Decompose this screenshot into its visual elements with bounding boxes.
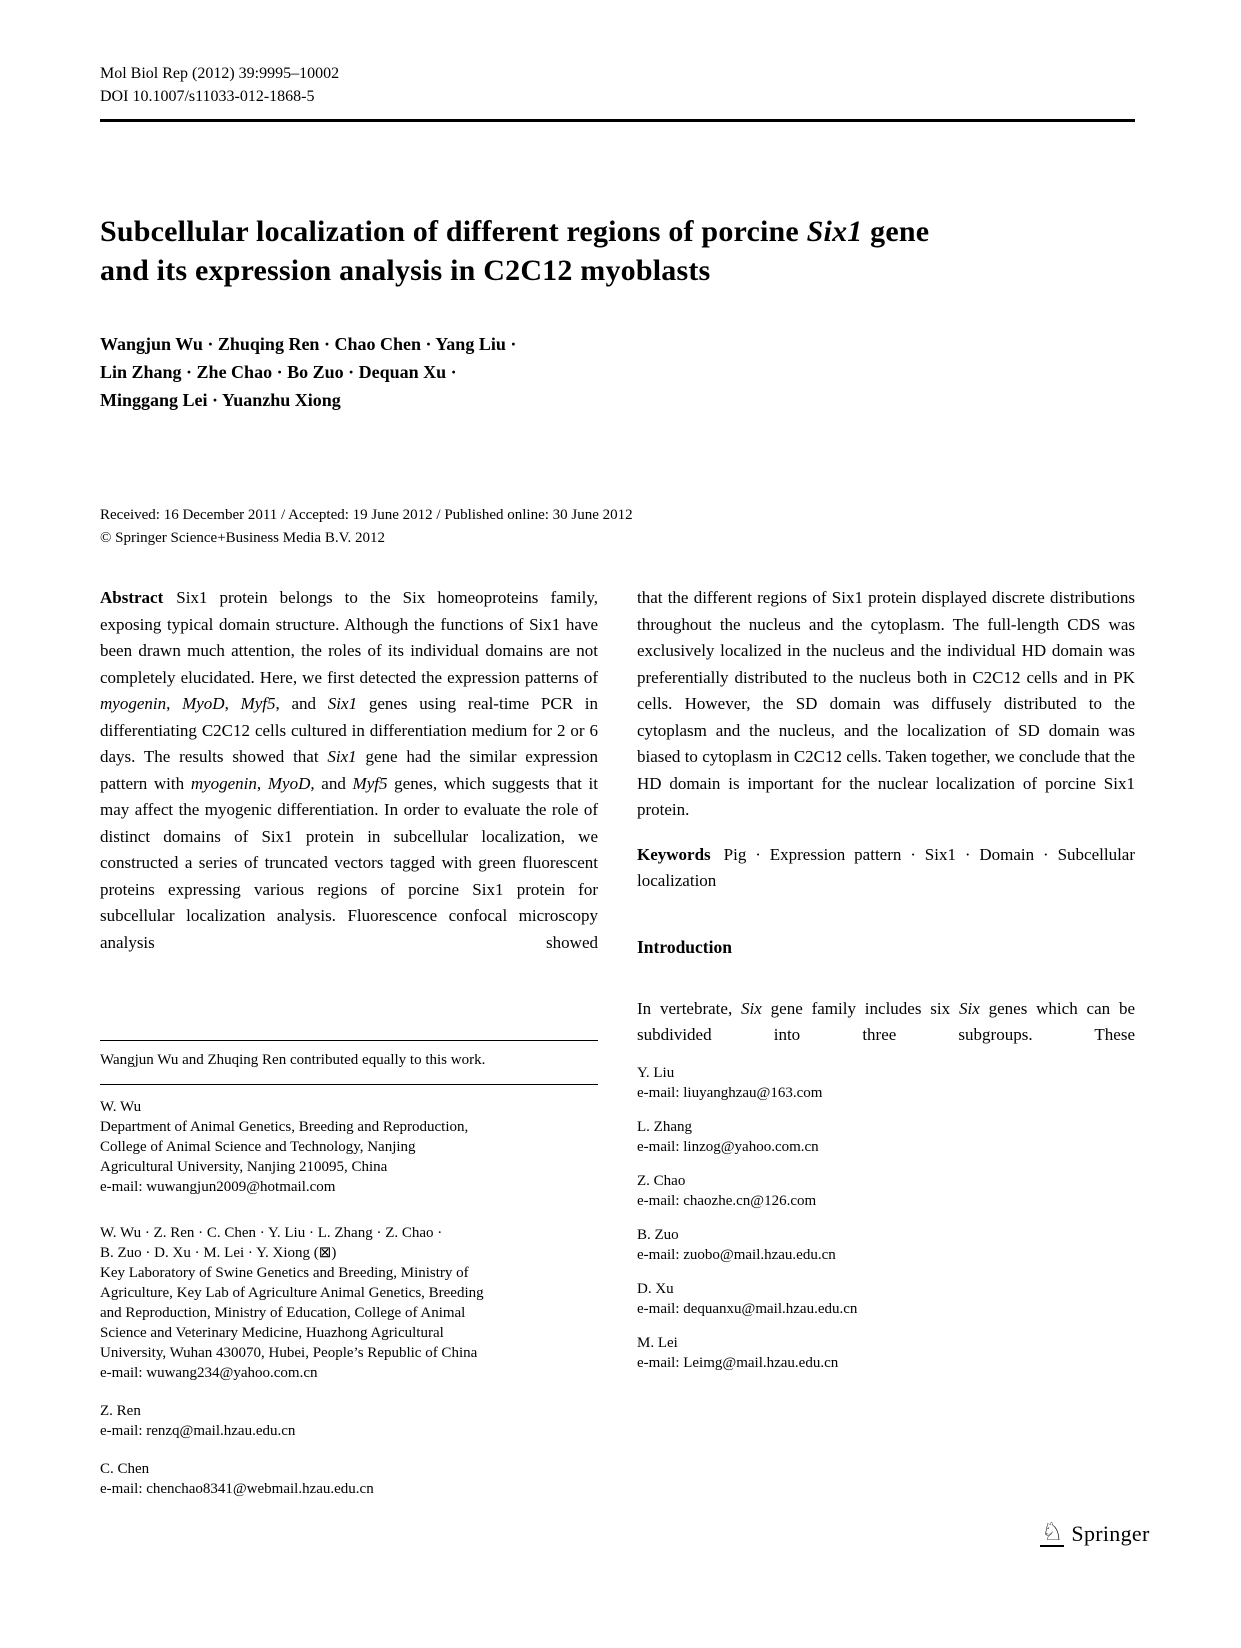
received-accepted-published: Received: 16 December 2011 / Accepted: 19 June 2012 / Published online: 30 June 2012 (100, 507, 633, 523)
gene-name-italic: Six (741, 998, 762, 1018)
running-head (100, 62, 1135, 108)
gene-name-italic: MyoD, (267, 773, 315, 793)
contact-email: e-mail: wuwang234@yahoo.com.cn (100, 1365, 318, 1381)
affiliation-line: Key Laboratory of Swine Genetics and Breeding, Ministry of (100, 1265, 469, 1281)
affiliation-group-2 (100, 1223, 598, 1383)
contact-name: C. Chen (100, 1461, 150, 1477)
keywords-paragraph (637, 842, 1135, 895)
right-column (637, 585, 1135, 1387)
introduction-heading: Introduction (637, 936, 732, 957)
affiliation-authors-line-2: B. Zuo · D. Xu · M. Lei · Y. Xiong (⊠) (100, 1245, 337, 1261)
contact-footnotes-right (637, 1063, 1135, 1373)
journal-citation: Mol Biol Rep (2012) 39:9995–10002 (100, 65, 340, 82)
abstract-paragraph: Abstract Six1 protein belongs to the Six homeoproteins family, exposing typical domain structure. Although the functions of Six1 have been drawn much attention, the roles of its individual domains are not completely elucidated. Here, we first detected the expression patterns of myogenin, MyoD, Myf5, and Six1 genes using real-time PCR in differentiating C2C12 cells cultured in differentiation medium for 2 or 6 days. The results showed that Six1 gene had the similar expression pattern with myogenin, MyoD, and Myf5 genes, which suggests that it may affect the myogenic differentiation. In order to evaluate the role of distinct domains of Six1 protein in subcellular localization, we constructed a series of truncated vectors tagged with green fluorescent proteins expressing various regions of porcine Six1 protein for subcellular localization analysis. Fluorescence confocal microscopy analysis showed (100, 588, 599, 952)
abstract-label: Abstract (100, 588, 164, 607)
contact-name: B. Zuo (637, 1226, 679, 1243)
contact-email: e-mail: Leimg@mail.hzau.edu.cn (637, 1354, 839, 1371)
contact-email: e-mail: linzog@yahoo.com.cn (637, 1138, 819, 1155)
contact-email: e-mail: chenchao8341@webmail.hzau.edu.cn (100, 1481, 374, 1497)
gene-name-italic: Six1 (327, 694, 358, 713)
affiliation-line: College of Animal Science and Technology, Nanjing (100, 1139, 416, 1155)
title-gene-italic: Six1 (806, 215, 863, 248)
contact-entry (637, 1225, 1135, 1265)
affiliation-line: W. Wu (100, 1099, 142, 1115)
copyright-line: © Springer Science+Business Media B.V. 2012 (100, 530, 385, 546)
contact-entry (100, 1401, 598, 1441)
author-line-1: Wangjun Wu · Zhuqing Ren · Chao Chen · Yang Liu · (100, 334, 517, 354)
keywords-label: Keywords (637, 844, 711, 864)
gene-name-italic: myogenin (100, 694, 167, 713)
header-rule (100, 119, 1135, 122)
author-line-2: Lin Zhang · Zhe Chao · Bo Zuo · Dequan Xu · (100, 362, 457, 382)
springer-horse-icon: ♘ (1041, 1517, 1064, 1546)
contact-entry (637, 1117, 1135, 1157)
contact-email: e-mail: dequanxu@mail.hzau.edu.cn (637, 1300, 858, 1317)
gene-name-italic: Myf5 (240, 694, 276, 713)
contact-name: Y. Liu (637, 1064, 675, 1081)
gene-name-italic: myogenin (190, 773, 257, 793)
equal-contribution-note: Wangjun Wu and Zhuqing Ren contributed equally to this work. (100, 1052, 486, 1068)
affiliation-line: University, Wuhan 430070, Hubei, People’s Republic of China (100, 1345, 478, 1361)
corresponding-author-envelope-icon: ⊠ (318, 1245, 332, 1261)
contact-entry (637, 1333, 1135, 1373)
footnote-block (100, 1040, 598, 1499)
contact-entry (100, 1459, 598, 1499)
title-line2: and its expression analysis in C2C12 myoblasts (100, 254, 711, 287)
contact-name: L. Zhang (637, 1118, 692, 1135)
gene-name-italic: Six1 (327, 747, 357, 766)
contact-name: Z. Ren (100, 1403, 141, 1419)
affiliation-line: Science and Veterinary Medicine, Huazhong Agricultural (100, 1325, 444, 1341)
affiliation-line: Agriculture, Key Lab of Agriculture Animal Genetics, Breeding (100, 1285, 484, 1301)
article-title (100, 212, 1145, 290)
contact-name: D. Xu (637, 1280, 674, 1297)
left-column (100, 585, 598, 956)
abstract-continuation: that the different regions of Six1 protein displayed discrete distributions throughout the nucleus and the cytoplasm. The full-length CDS was exclusively localized in the nucleus and the individual HD domain was preferentially distributed to the nucleus both in C2C12 cells and in PK cells. However, the SD domain was diffusely distributed to the cytoplasm and the nucleus, and the localization of SD domain was biased to cytoplasm in C2C12 cells. Taken together, we conclude that the HD domain is important for the nuclear localization of porcine Six1 protein. (637, 588, 1135, 819)
footnote-rule-bottom (100, 1084, 598, 1085)
introduction-paragraph: In vertebrate, Six gene family includes six Six genes which can be subdivided into three subgroups. These (637, 998, 1136, 1044)
contact-entry (637, 1063, 1135, 1103)
keywords-text: Pig · Expression pattern · Six1 · Domain · Subcellular localization (637, 844, 1135, 890)
title-line1-post: gene (862, 215, 930, 248)
article-history (100, 504, 1000, 550)
affiliation-authors-line-1: W. Wu · Z. Ren · C. Chen · Y. Liu · L. Zhang · Z. Chao · (100, 1225, 443, 1241)
affiliation-line: and Reproduction, Ministry of Education, College of Animal (100, 1305, 466, 1321)
gene-name-italic: MyoD (182, 694, 225, 713)
affiliation-line: Department of Animal Genetics, Breeding and Reproduction, (100, 1119, 469, 1135)
contact-name: Z. Chao (637, 1172, 686, 1189)
affiliation-group-1 (100, 1097, 598, 1197)
contact-email: e-mail: renzq@mail.hzau.edu.cn (100, 1423, 296, 1439)
springer-logo (1040, 1519, 1150, 1547)
author-list (100, 330, 1000, 414)
title-line1-pre: Subcellular localization of different regions of porcine (100, 215, 807, 248)
abstract-text: Six1 protein belongs to the Six homeoproteins family, exposing typical domain structure. Although the functions of Six1 have been drawn much attention, the roles of its individual domains are not completely elucidated. Here, we first detected the expression patterns of (100, 588, 598, 687)
contact-email: e-mail: liuyanghzau@163.com (637, 1084, 823, 1101)
gene-name-italic: Myf5 (352, 773, 388, 793)
contact-email: e-mail: zuobo@mail.hzau.edu.cn (637, 1246, 836, 1263)
springer-logo-text: Springer (1071, 1521, 1150, 1546)
author-line-3: Minggang Lei · Yuanzhu Xiong (100, 390, 341, 410)
contact-name: M. Lei (637, 1334, 678, 1351)
doi: DOI 10.1007/s11033-012-1868-5 (100, 88, 315, 105)
contact-entry (637, 1171, 1135, 1211)
contact-email: e-mail: chaozhe.cn@126.com (637, 1192, 817, 1209)
footnote-rule-top (100, 1040, 598, 1041)
contact-email: e-mail: wuwangjun2009@hotmail.com (100, 1179, 336, 1195)
affiliation-line: Agricultural University, Nanjing 210095, China (100, 1159, 388, 1175)
gene-name-italic: Six (958, 998, 980, 1018)
contact-entry (637, 1279, 1135, 1319)
